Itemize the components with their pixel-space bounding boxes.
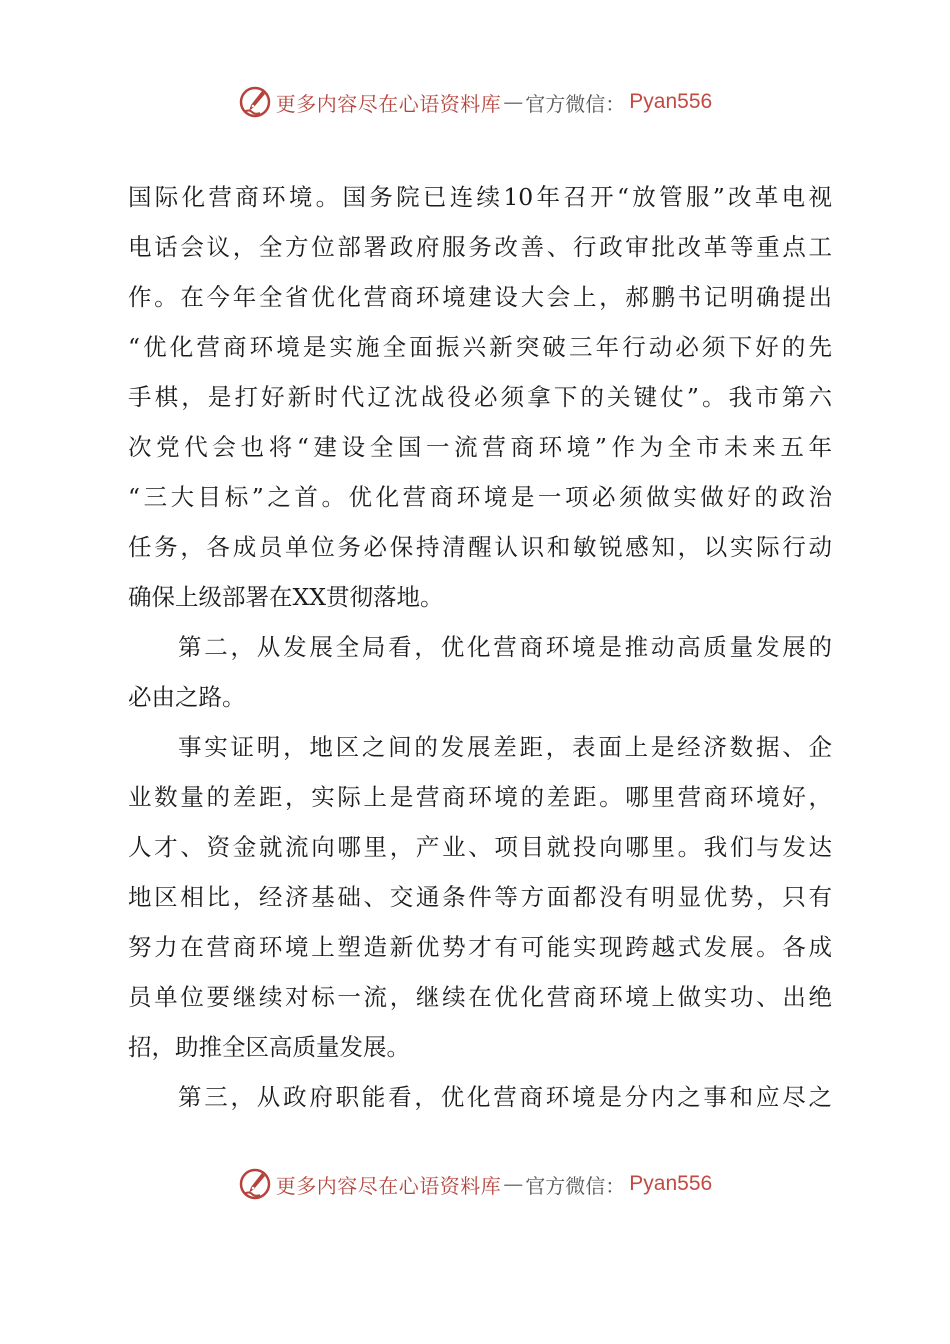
paragraph-1 bbox=[128, 172, 832, 622]
text-line: 任务，各成员单位务必保持清醒认识和敏锐感知，以实际行动 bbox=[128, 533, 832, 561]
document-body bbox=[128, 172, 832, 1122]
text-line: 第二，从发展全局看，优化营商环境是推动高质量发展的 bbox=[178, 633, 832, 661]
text-line: 作。在今年全省优化营商环境建设大会上，郝鹏书记明确提出 bbox=[128, 283, 832, 311]
quill-pen-icon bbox=[238, 85, 272, 119]
watermark-wechat-id: Pyan556 bbox=[629, 1172, 713, 1195]
text-line: 次党代会也将“建设全国一流营商环境”作为全市未来五年 bbox=[128, 433, 832, 461]
quill-pen-icon bbox=[238, 1167, 272, 1201]
watermark-slogan: 更多内容尽在心语资料库 bbox=[275, 91, 502, 116]
paragraph-2 bbox=[128, 622, 832, 722]
text-line: 手棋，是打好新时代辽沈战役必须拿下的关键仗”。我市第六 bbox=[128, 383, 832, 411]
header-watermark bbox=[0, 82, 950, 122]
text-line: 国际化营商环境。国务院已连续10年召开“放管服”改革电视 bbox=[128, 183, 832, 211]
text-line: 必由之路。 bbox=[128, 683, 246, 711]
watermark-slogan: 更多内容尽在心语资料库 bbox=[275, 1173, 502, 1198]
text-line: 努力在营商环境上塑造新优势才有可能实现跨越式发展。各成 bbox=[128, 933, 832, 961]
paragraph-4 bbox=[128, 1072, 832, 1122]
text-line: “三大目标”之首。优化营商环境是一项必须做实做好的政治 bbox=[128, 483, 832, 511]
text-line: 事实证明，地区之间的发展差距，表面上是经济数据、企 bbox=[178, 733, 832, 761]
text-line: 业数量的差距，实际上是营商环境的差距。哪里营商环境好， bbox=[128, 783, 832, 811]
watermark-dash: — bbox=[503, 1172, 524, 1196]
text-line: 员单位要继续对标一流，继续在优化营商环境上做实功、出绝 bbox=[128, 983, 832, 1011]
text-line: 确保上级部署在XX贯彻落地。 bbox=[128, 583, 444, 611]
watermark-dash: — bbox=[503, 90, 524, 114]
watermark-wechat-label: 官方微信： bbox=[525, 91, 626, 116]
text-line: 第三，从政府职能看，优化营商环境是分内之事和应尽之 bbox=[178, 1083, 832, 1111]
footer-watermark bbox=[0, 1164, 950, 1204]
text-line: 人才、资金就流向哪里，产业、项目就投向哪里。我们与发达 bbox=[128, 833, 832, 861]
watermark-wechat-id: Pyan556 bbox=[629, 90, 713, 113]
text-line: “优化营商环境是实施全面振兴新突破三年行动必须下好的先 bbox=[128, 333, 832, 361]
text-line: 电话会议，全方位部署政府服务改善、行政审批改革等重点工 bbox=[128, 233, 832, 261]
text-line: 地区相比，经济基础、交通条件等方面都没有明显优势，只有 bbox=[128, 883, 832, 911]
text-line: 招，助推全区高质量发展。 bbox=[128, 1033, 410, 1061]
paragraph-3 bbox=[128, 722, 832, 1072]
watermark-wechat-label: 官方微信： bbox=[525, 1173, 626, 1198]
